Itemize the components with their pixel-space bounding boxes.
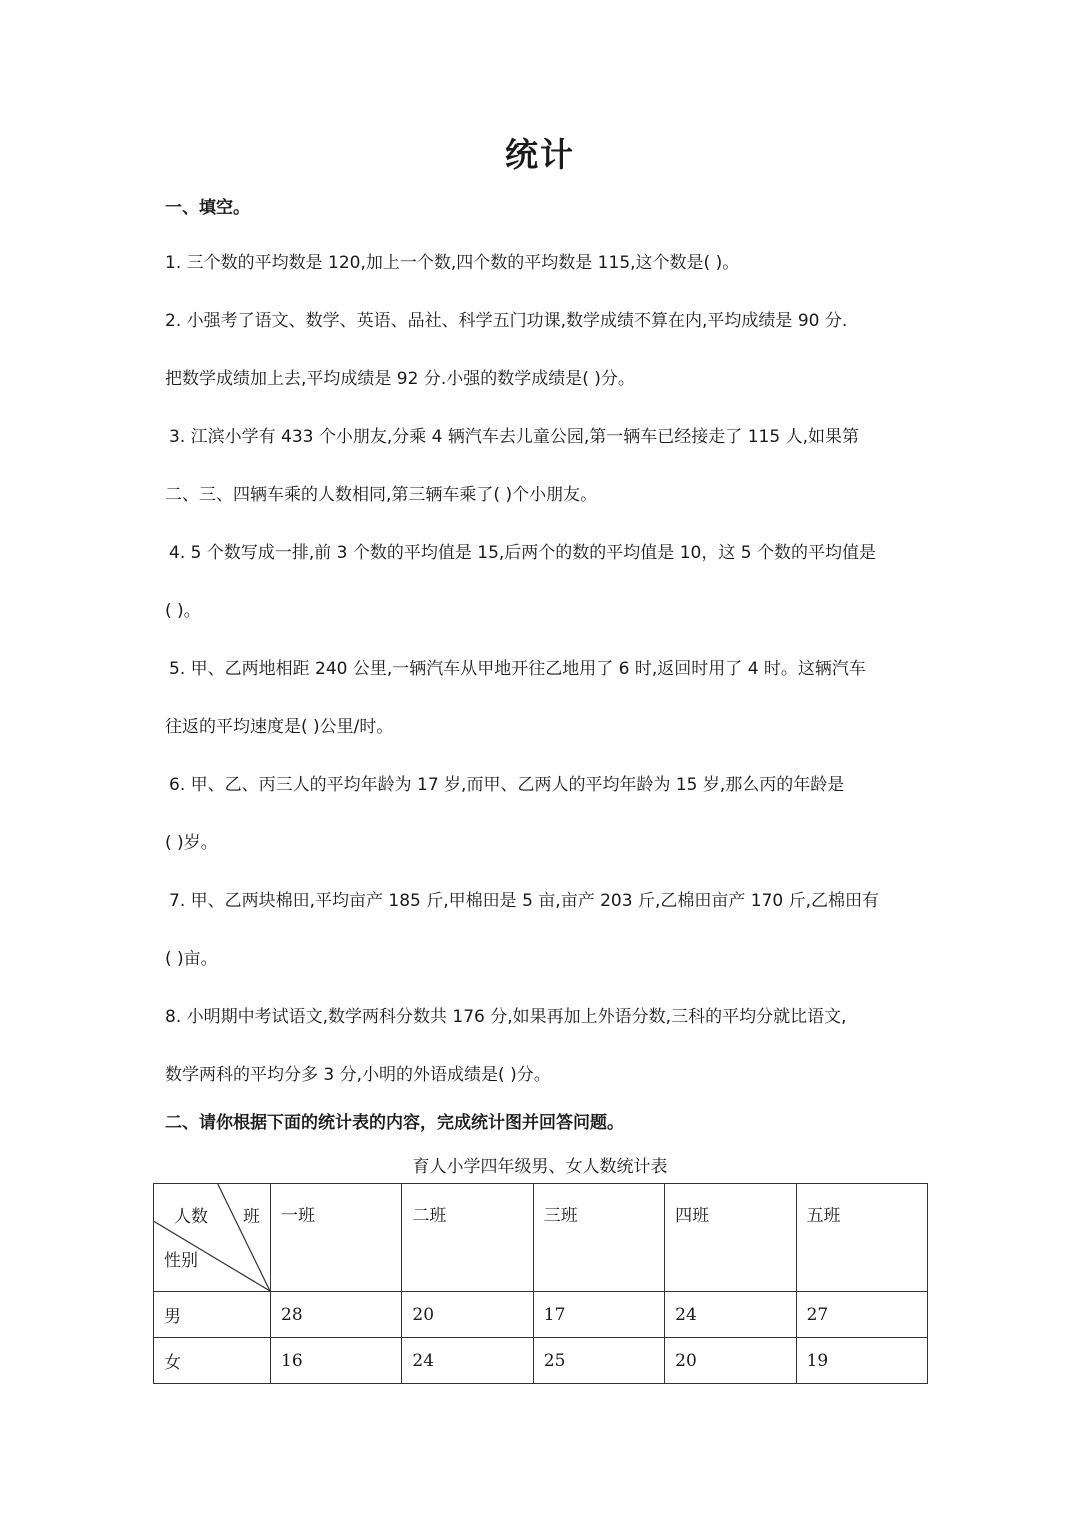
row-label-girls: 女 [154, 1338, 271, 1384]
question-3-line-1: 3. 江滨小学有 433 个小朋友,分乘 4 辆汽车去儿童公园,第一辆车已经接走了 115 人,如果第 [169, 427, 859, 447]
question-3-line-2: 二、三、四辆车乘的人数相同,第三辆车乘了( )个小朋友。 [165, 485, 598, 505]
table-row-boys [154, 1292, 928, 1338]
page-title: 统计 [505, 135, 575, 174]
table-cell: 24 [402, 1338, 533, 1384]
question-4-line-2: ( )。 [165, 601, 201, 621]
table-cell: 24 [665, 1292, 796, 1338]
table-row-girls [154, 1338, 928, 1384]
table-cell: 28 [271, 1292, 402, 1338]
question-2-line-1: 2. 小强考了语文、数学、英语、品社、科学五门功课,数学成绩不算在内,平均成绩是 90 分. [165, 311, 848, 331]
column-header-class-5: 五班 [796, 1184, 927, 1292]
row-label-boys: 男 [154, 1292, 271, 1338]
question-4-line-1: 4. 5 个数写成一排,前 3 个数的平均值是 15,后两个的数的平均值是 10，这 5 个数的平均值是 [169, 543, 876, 563]
question-7-line-2: ( )亩。 [165, 949, 218, 969]
table-cell: 16 [271, 1338, 402, 1384]
section-heading-statistics: 二、请你根据下面的统计表的内容，完成统计图并回答问题。 [165, 1113, 624, 1133]
table-cell: 27 [796, 1292, 927, 1338]
statistics-table [153, 1183, 928, 1384]
question-8-line-1: 8. 小明期中考试语文,数学两科分数共 176 分,如果再加上外语分数,三科的平均分就比语文, [165, 1007, 847, 1027]
table-cell: 20 [402, 1292, 533, 1338]
question-1-line-1: 1. 三个数的平均数是 120,加上一个数,四个数的平均数是 115,这个数是( )。 [165, 253, 740, 273]
corner-label-class: 班 [243, 1207, 260, 1227]
table-cell: 17 [533, 1292, 664, 1338]
column-header-class-3: 三班 [533, 1184, 664, 1292]
table-caption: 育人小学四年级男、女人数统计表 [412, 1157, 668, 1177]
table-cell: 25 [533, 1338, 664, 1384]
table-cell: 20 [665, 1338, 796, 1384]
section-heading-fill-in: 一、填空。 [165, 198, 250, 218]
corner-diagonal-lines [154, 1184, 270, 1291]
question-6-line-2: ( )岁。 [165, 833, 218, 853]
column-header-class-4: 四班 [665, 1184, 796, 1292]
corner-label-count: 人数 [174, 1207, 208, 1227]
question-5-line-2: 往返的平均速度是( )公里/时。 [165, 717, 394, 737]
corner-label-gender: 性别 [164, 1251, 198, 1271]
question-5-line-1: 5. 甲、乙两地相距 240 公里,一辆汽车从甲地开往乙地用了 6 时,返回时用了 4 时。这辆汽车 [169, 659, 866, 679]
table-cell: 19 [796, 1338, 927, 1384]
column-header-class-2: 二班 [402, 1184, 533, 1292]
question-8-line-2: 数学两科的平均分多 3 分,小明的外语成绩是( )分。 [165, 1065, 551, 1085]
question-2-line-2: 把数学成绩加上去,平均成绩是 92 分.小强的数学成绩是( )分。 [165, 369, 635, 389]
table-corner-cell [154, 1184, 271, 1292]
question-7-line-1: 7. 甲、乙两块棉田,平均亩产 185 斤,甲棉田是 5 亩,亩产 203 斤,乙棉田亩产 170 斤,乙棉田有 [169, 891, 880, 911]
column-header-class-1: 一班 [271, 1184, 402, 1292]
question-6-line-1: 6. 甲、乙、丙三人的平均年龄为 17 岁,而甲、乙两人的平均年龄为 15 岁,那么丙的年龄是 [169, 775, 845, 795]
table-header-row [154, 1184, 928, 1292]
